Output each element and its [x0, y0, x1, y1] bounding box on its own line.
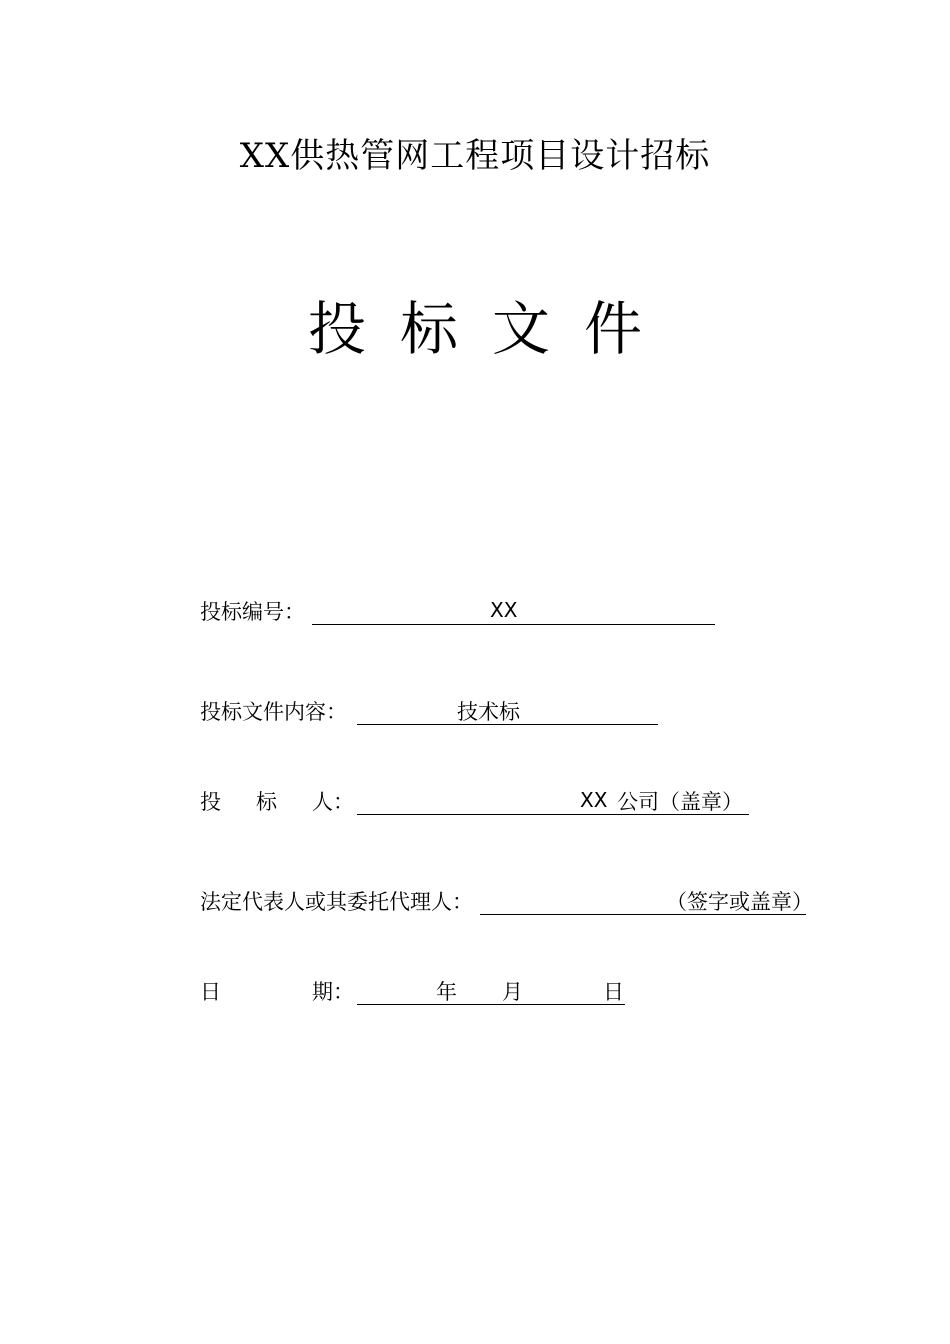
date-month: 月	[502, 980, 523, 1004]
date-day: 日	[603, 980, 624, 1004]
date-year: 年	[436, 980, 457, 1004]
bid-number-label: 投标编号：	[200, 600, 305, 624]
bidder-label-char-1: 投	[200, 790, 221, 814]
bidder-company-value: XX	[580, 788, 608, 812]
bid-content-label: 投标文件内容：	[200, 700, 347, 724]
bidder-field	[200, 786, 760, 818]
date-field	[200, 976, 640, 1008]
project-title: XX供热管网工程项目设计招标	[239, 136, 711, 176]
legal-rep-value: （签字或盖章）	[666, 890, 813, 914]
bidder-label-char-3: 人：	[312, 790, 354, 814]
legal-rep-label: 法定代表人或其委托代理人：	[200, 890, 473, 914]
bidder-company-suffix: 公司（盖章）	[617, 790, 743, 814]
bid-number-value: XX	[490, 598, 518, 622]
date-label-char-1: 日	[200, 980, 221, 1004]
bidder-label-char-2: 标	[256, 790, 277, 814]
date-label-char-2: 期：	[312, 980, 354, 1004]
bid-number-field	[200, 596, 720, 628]
date-underline	[357, 976, 625, 1005]
bid-content-value: 技术标	[457, 700, 520, 724]
legal-rep-field	[200, 886, 820, 918]
document-title: 投标文件	[307, 295, 676, 363]
bid-content-field	[200, 696, 720, 728]
